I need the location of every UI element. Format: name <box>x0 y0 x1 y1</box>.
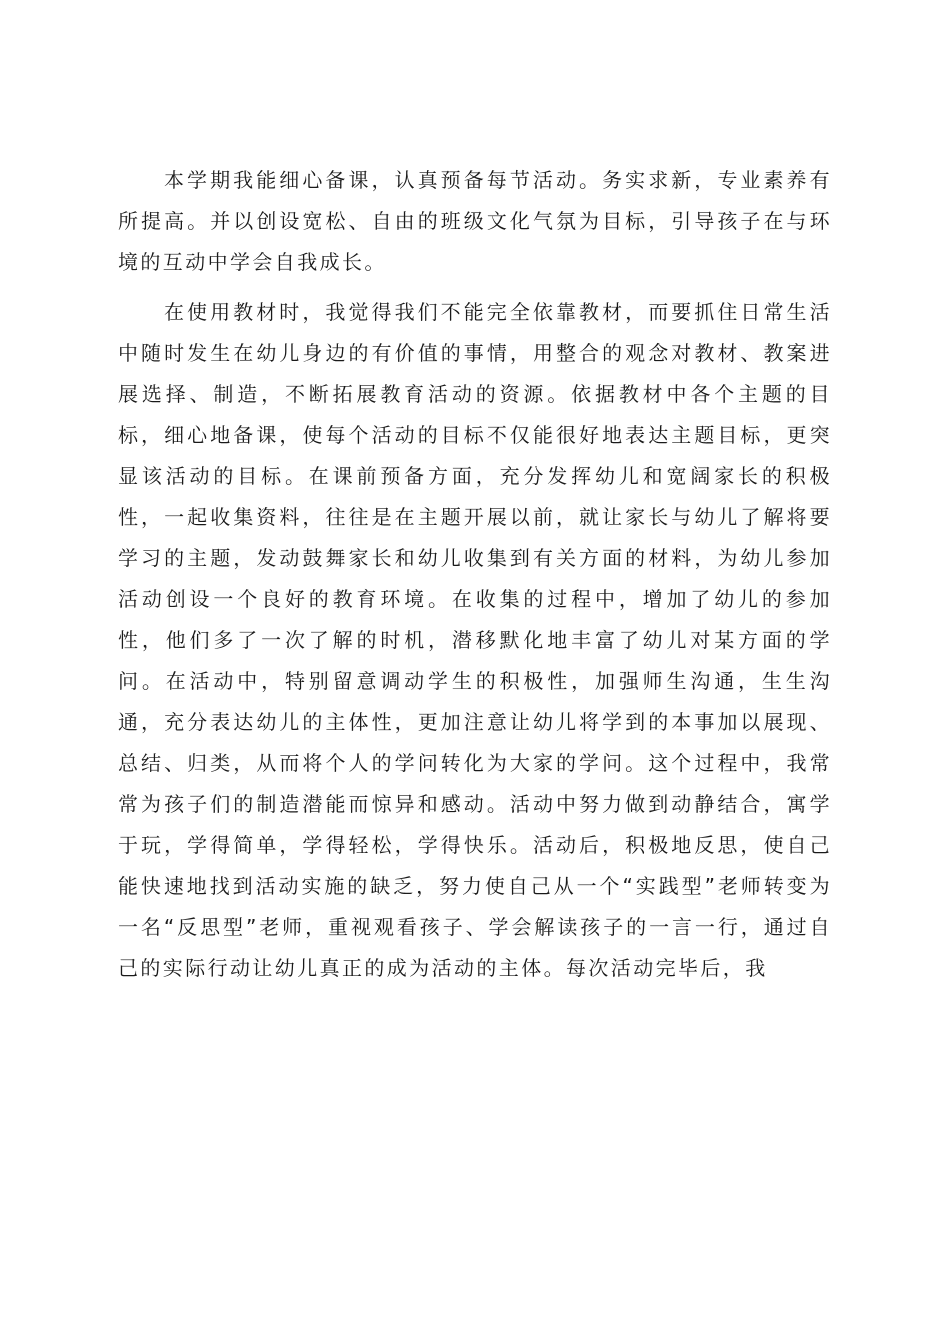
document-body <box>118 160 832 998</box>
paragraph-lesson-preparation: 本学期我能细心备课，认真预备每节活动。务实求新，专业素养有所提高。并以创设宽松、自由的班级文化气氛为目标，引导孩子在与环境的互动中学会自我成长。 <box>118 168 832 274</box>
paragraph-teaching-materials: 在使用教材时，我觉得我们不能完全依靠教材，而要抓住日常生活中随时发生在幼儿身边的有价值的事情，用整合的观念对教材、教案进展选择、制造，不断拓展教育活动的资源。依据教材中各个主题的目标，细心地备课，使每个活动的目标不仅能很好地表达主题目标，更突显该活动的目标。在课前预备方面，充分发挥幼儿和宽阔家长的积极性，一起收集资料，往往是在主题开展以前，就让家长与幼儿了解将要学习的主题，发动鼓舞家长和幼儿收集到有关方面的材料，为幼儿参加活动创设一个良好的教育环境。在收集的过程中，增加了幼儿的参加性，他们多了一次了解的时机，潜移默化地丰富了幼儿对某方面的学问。在活动中，特别留意调动学生的积极性，加强师生沟通，生生沟通，充分表达幼儿的主体性，更加注意让幼儿将学到的本事加以展现、总结、归类，从而将个人的学问转化为大家的学问。这个过程中，我常常为孩子们的制造潜能而惊异和感动。活动中努力做到动静结合，寓学于玩，学得简单，学得轻松，学得快乐。活动后，积极地反思，使自己能快速地找到活动实施的缺乏，努力使自己从一个“实践型”老师转变为一名“反思型”老师，重视观看孩子、学会解读孩子的一言一行，通过自己的实际行动让幼儿真正的成为活动的主体。每次活动完毕后，我 <box>118 300 832 980</box>
